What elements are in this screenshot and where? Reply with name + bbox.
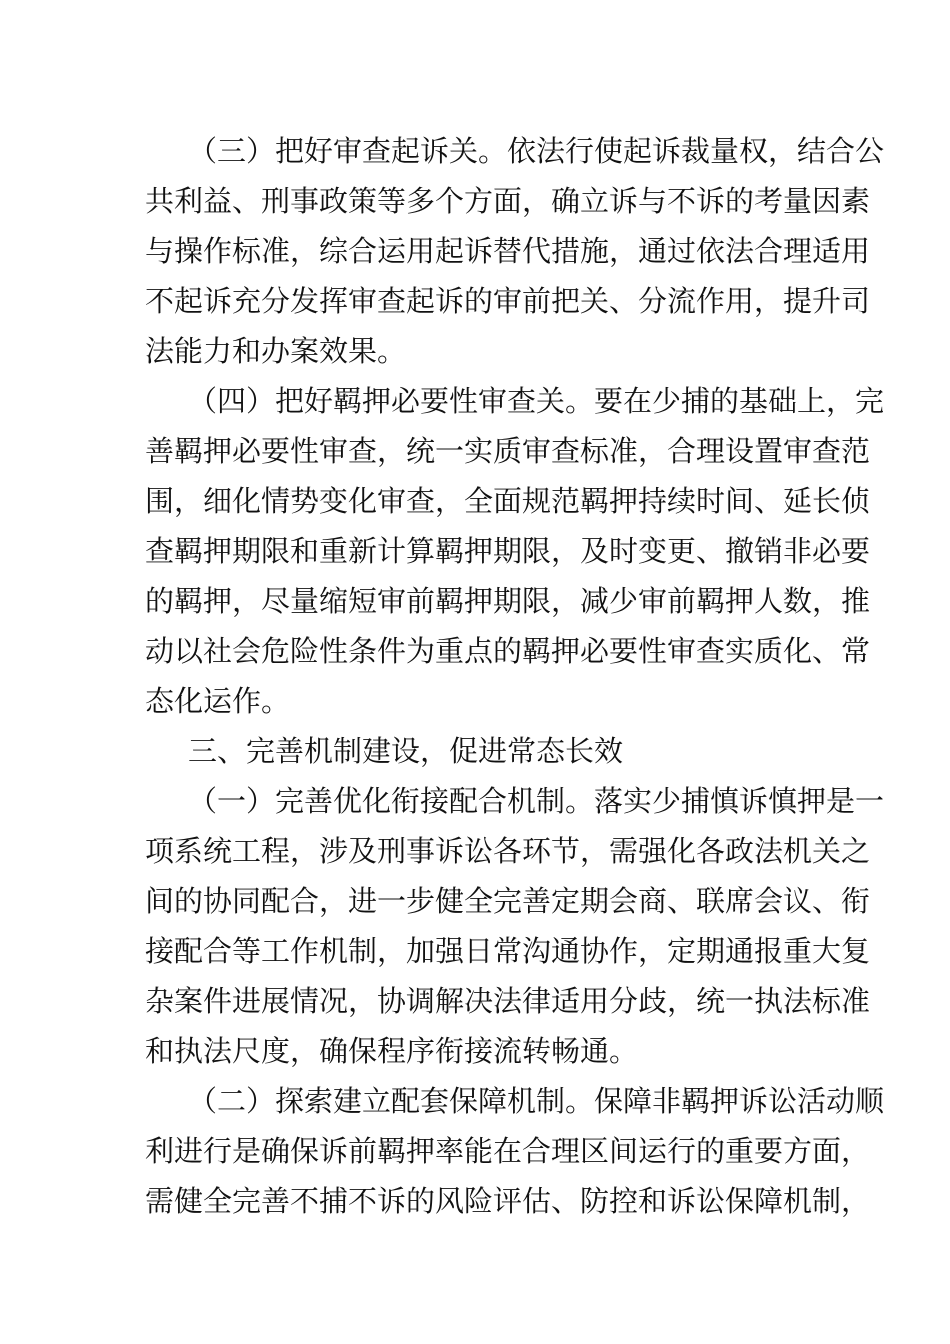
- text-line-5: 法能力和办案效果。: [145, 334, 407, 368]
- text-line-4: 不起诉充分发挥审查起诉的审前把关、分流作用，提升司: [145, 284, 871, 318]
- text-line-12: 态化运作。: [145, 684, 291, 718]
- text-line-14: （一）完善优化衔接配合机制。落实少捕慎诉慎押是一: [188, 784, 885, 818]
- text-line-3: 与操作标准，综合运用起诉替代措施，通过依法合理适用: [145, 234, 871, 268]
- text-line-10: 的羁押，尽量缩短审前羁押期限，减少审前羁押人数，推: [145, 584, 871, 618]
- text-line-22: 需健全完善不捕不诉的风险评估、防控和诉讼保障机制，: [145, 1184, 871, 1218]
- text-line-21: 利进行是确保诉前羁押率能在合理区间运行的重要方面，: [145, 1134, 871, 1168]
- text-line-15: 项系统工程，涉及刑事诉讼各环节，需强化各政法机关之: [145, 834, 871, 868]
- text-line-16: 间的协同配合，进一步健全完善定期会商、联席会议、衔: [145, 884, 871, 918]
- text-line-19: 和执法尺度，确保程序衔接流转畅通。: [145, 1034, 639, 1068]
- text-line-20: （二）探索建立配套保障机制。保障非羁押诉讼活动顺: [188, 1084, 885, 1118]
- text-line-6: （四）把好羁押必要性审查关。要在少捕的基础上，完: [188, 384, 885, 418]
- section-heading: 三、完善机制建设，促进常态长效: [188, 734, 624, 768]
- text-line-2: 共利益、刑事政策等多个方面，确立诉与不诉的考量因素: [145, 184, 871, 218]
- text-line-9: 查羁押期限和重新计算羁押期限，及时变更、撤销非必要: [145, 534, 871, 568]
- text-line-18: 杂案件进展情况，协调解决法律适用分歧，统一执法标准: [145, 984, 871, 1018]
- text-line-1: （三）把好审查起诉关。依法行使起诉裁量权，结合公: [188, 134, 885, 168]
- text-line-8: 围，细化情势变化审查，全面规范羁押持续时间、延长侦: [145, 484, 871, 518]
- text-line-7: 善羁押必要性审查，统一实质审查标准，合理设置审查范: [145, 434, 871, 468]
- text-line-11: 动以社会危险性条件为重点的羁押必要性审查实质化、常: [145, 634, 871, 668]
- text-line-17: 接配合等工作机制，加强日常沟通协作，定期通报重大复: [145, 934, 871, 968]
